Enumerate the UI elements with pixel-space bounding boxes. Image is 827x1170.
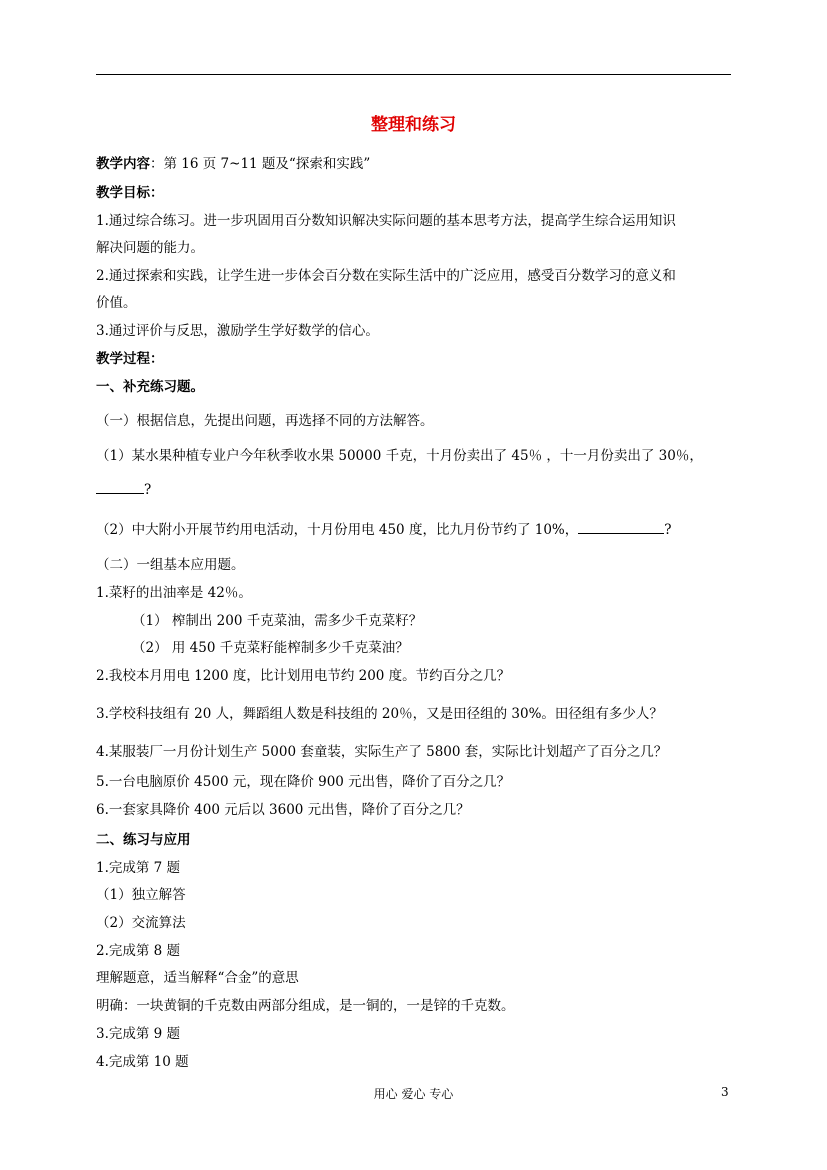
question-1-part-2: （2） 用 450 千克菜籽能榨制多少千克菜油？ [132, 640, 409, 656]
question-mark: ? [144, 482, 152, 498]
objective-3: 3.通过评价与反思，激励学生学好数学的信心。 [96, 323, 379, 339]
subheading-2: （二）一组基本应用题。 [96, 557, 245, 573]
teaching-content-label: 教学内容 [96, 156, 150, 172]
objective-2-cont: 价值。 [96, 295, 137, 311]
heading-part-2: 二、练习与应用 [96, 832, 191, 848]
task-7-step-1: （1）独立解答 [96, 887, 186, 903]
task-8-clarify: 明确：一块黄铜的千克数由两部分组成，是一铜的，一是锌的千克数。 [96, 998, 515, 1014]
page-title: 整理和练习 [371, 115, 456, 135]
question-5: 5.一台电脑原价 4500 元，现在降价 900 元出售，降价了百分之几？ [96, 774, 511, 790]
heading-part-1: 一、补充练习题。 [96, 379, 204, 395]
objective-2: 2.通过探索和实践，让学生进一步体会百分数在实际生活中的广泛应用，感受百分数学习的意义和 [96, 268, 676, 284]
problem-2-text: （2）中大附小开展节约用电活动，十月份用电 450 度，比九月份节约了 10%， [96, 522, 579, 538]
objective-1-cont: 解决问题的能力。 [96, 240, 204, 256]
question-3: 3.学校科技组有 20 人，舞蹈组人数是科技组的 20％，又是田径组的 30%。田径组有多少人？ [96, 706, 663, 722]
question-6: 6.一套家具降价 400 元后以 3600 元出售，降价了百分之几？ [96, 802, 470, 818]
problem-2 [96, 518, 672, 538]
problem-1: （1）某水果种植专业户今年秋季收水果 50000 千克，十月份卖出了 45％ ，十一月份卖出了 30％， [96, 448, 703, 464]
page-footer: 用心 爱心 专心 [373, 1087, 454, 1101]
task-7: 1.完成第 7 题 [96, 860, 181, 876]
section-objectives: 教学目标： [96, 185, 164, 201]
problem-1-blank-line [96, 481, 151, 498]
answer-blank [578, 521, 664, 534]
answer-blank [96, 481, 144, 494]
subheading-1: （一）根据信息，先提出问题，再选择不同的方法解答。 [96, 413, 434, 429]
teaching-content-text: ：第 16 页 7~11 题及“探索和实践” [150, 156, 371, 172]
question-4: 4.某服装厂一月份计划生产 5000 套童装，实际生产了 5800 套，实际比计划超产了百分之几？ [96, 744, 668, 760]
section-process: 教学过程： [96, 351, 164, 367]
header-rule [96, 74, 731, 75]
task-10: 4.完成第 10 题 [96, 1054, 189, 1070]
question-1-part-1: （1） 榨制出 200 千克菜油，需多少千克菜籽？ [132, 613, 423, 629]
question-mark: ? [664, 522, 672, 538]
task-8: 2.完成第 8 题 [96, 943, 181, 959]
task-7-step-2: （2）交流算法 [96, 915, 186, 931]
teaching-content-line [96, 152, 370, 172]
objective-1: 1.通过综合练习。进一步巩固用百分数知识解决实际问题的基本思考方法，提高学生综合运用知识 [96, 213, 676, 229]
question-2: 2.我校本月用电 1200 度，比计划用电节约 200 度。节约百分之几？ [96, 668, 511, 684]
page-number: 3 [721, 1085, 729, 1099]
task-8-note: 理解题意，适当解释“合金”的意思 [96, 970, 299, 986]
question-1: 1.菜籽的出油率是 42％。 [96, 585, 252, 601]
task-9: 3.完成第 9 题 [96, 1026, 181, 1042]
